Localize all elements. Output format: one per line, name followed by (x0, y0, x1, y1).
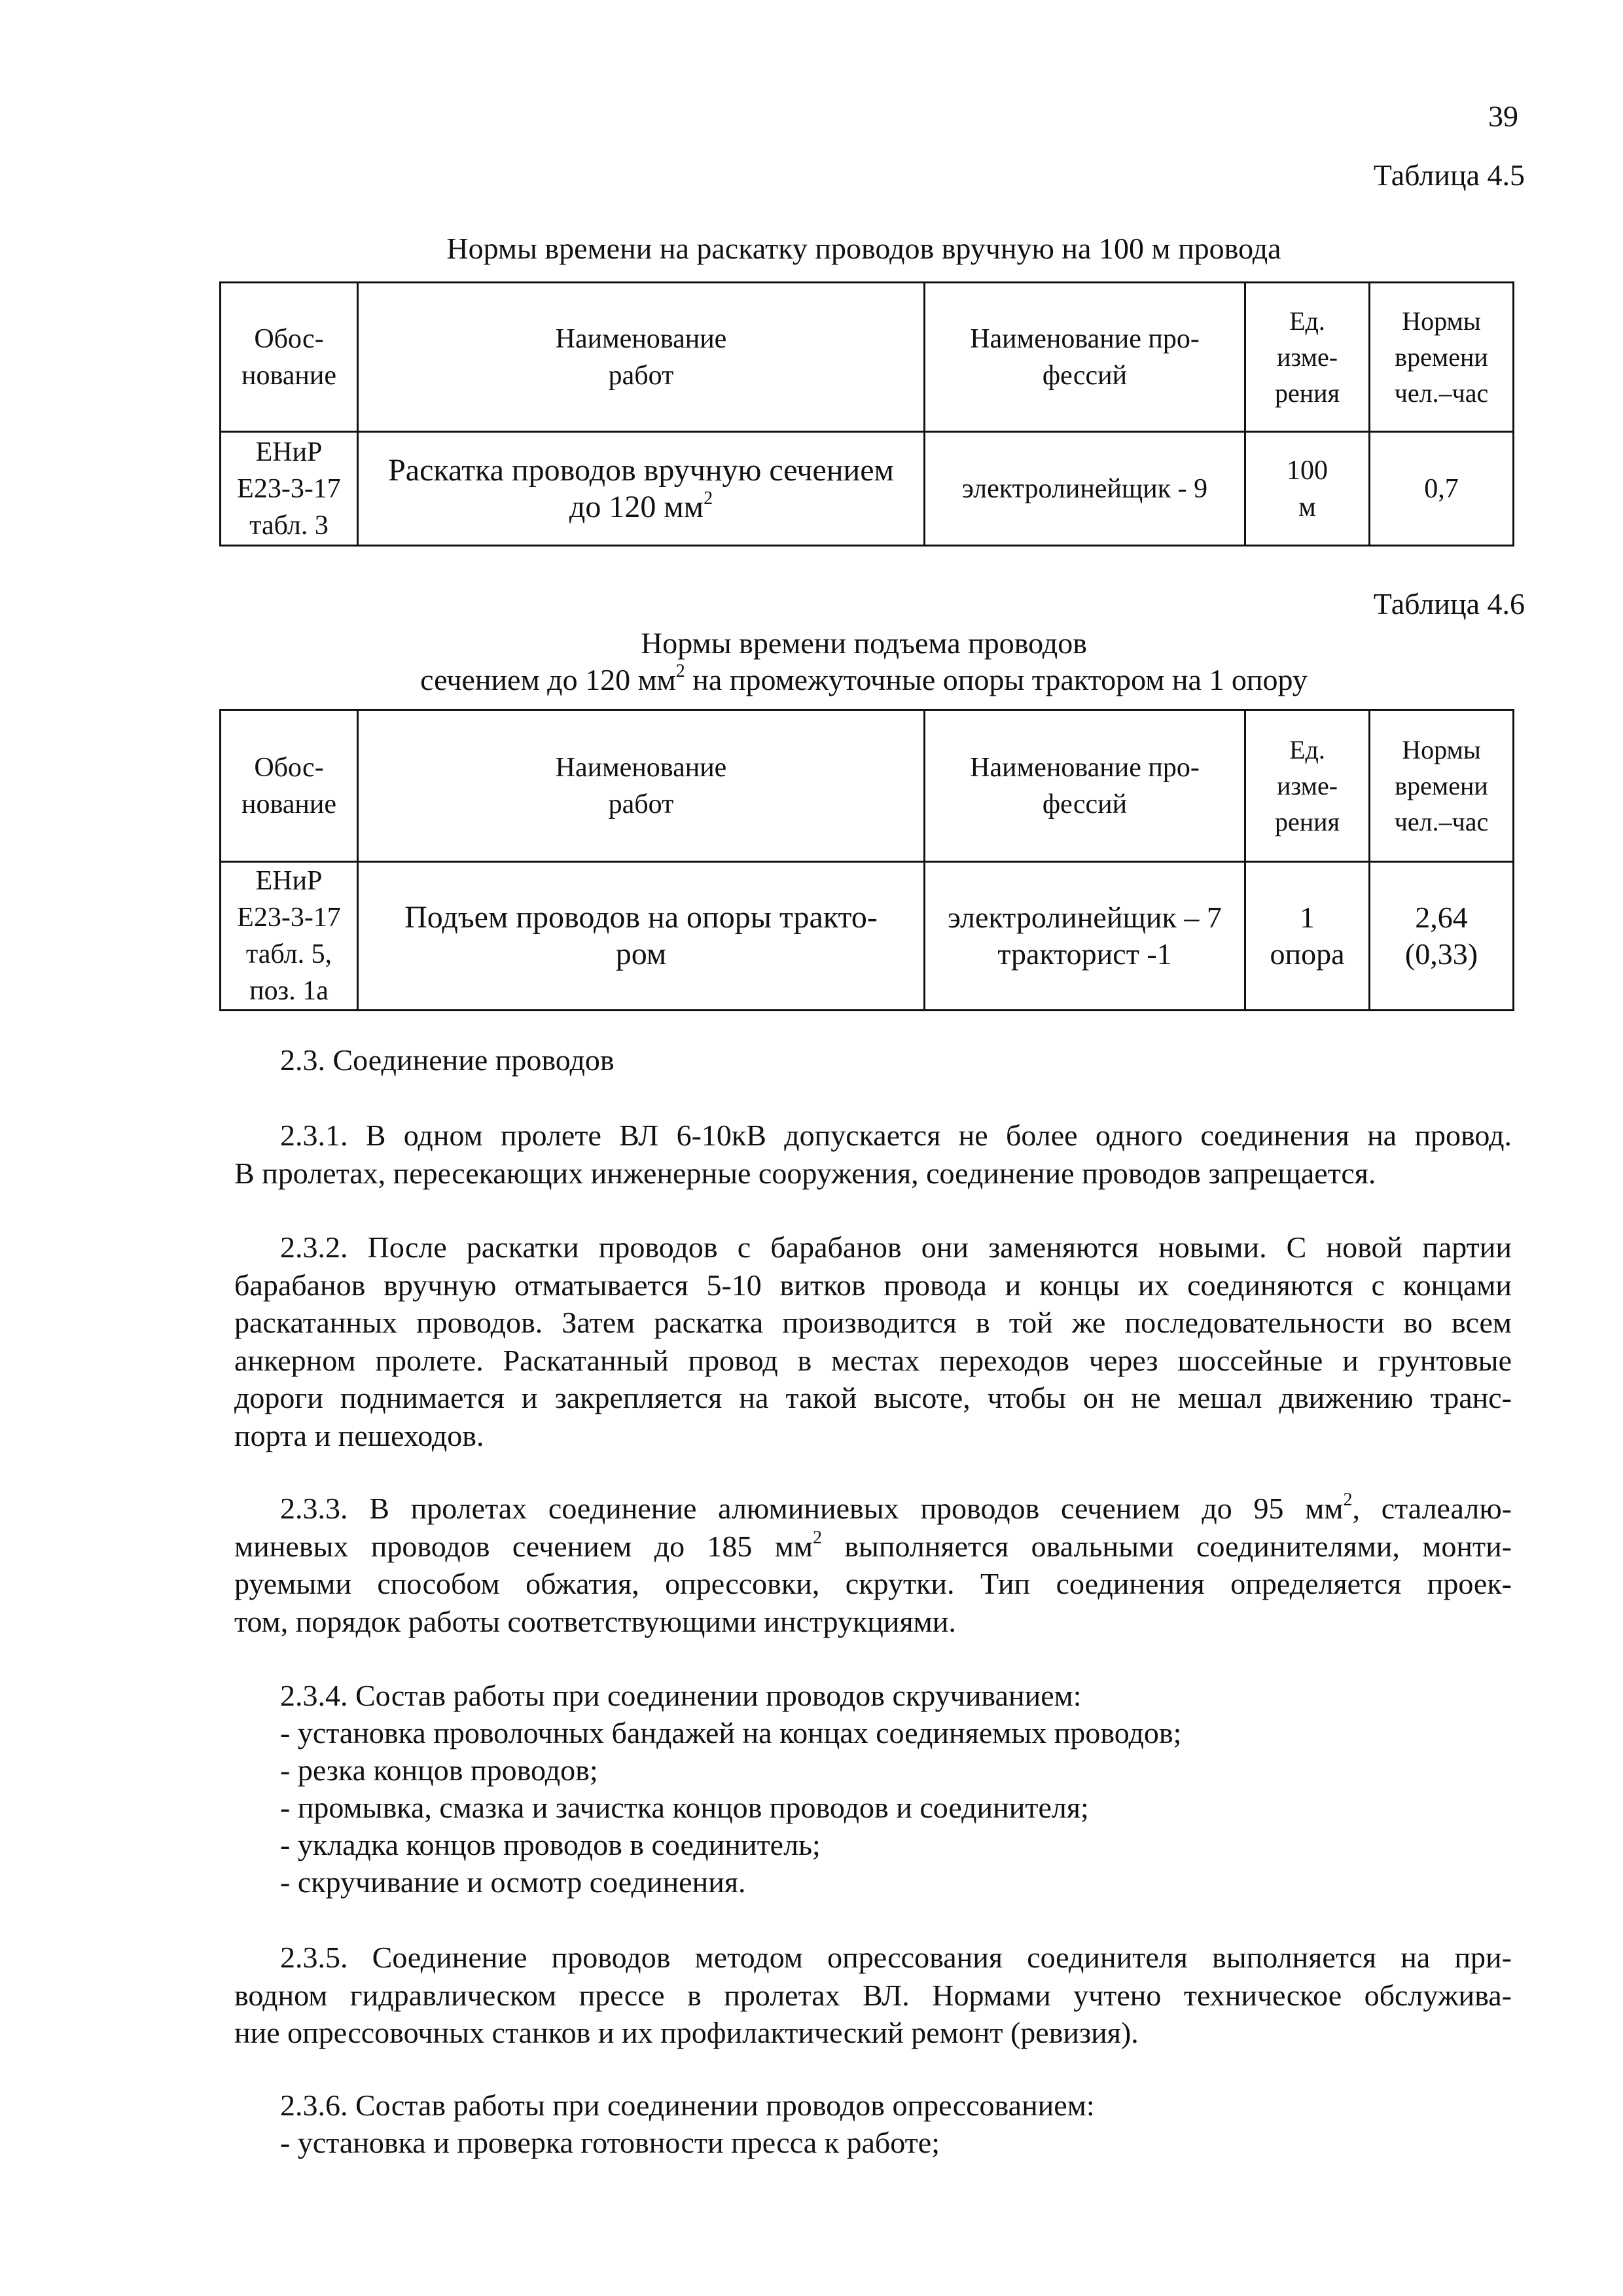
list-heading: 2.3.6. Состав работы при соединении проводов опрессованием: (280, 2089, 1095, 2122)
paragraph-2-3-3: 2.3.3. В пролетах соединение алюминиевых проводов сечением до 95 $мм^2$, сталеалю- миневых проводов сечением до 185 $мм^2$ выполняется овальными соединителями, монти- руемыми способом обжатия, опрессовки, скрутки. Тип соединения определяется проек- том, порядок работы соответствующими инструкциями. (234, 1490, 1512, 1638)
table-4-6-label: Таблица 4.6 (1373, 587, 1525, 620)
header-works: Наименование работ (358, 710, 925, 862)
header-profession: Наименование про- фессий (925, 283, 1245, 432)
table-4-6-title-line1: Нормы времени подъема проводов (641, 626, 1087, 660)
list-heading: 2.3.4. Состав работы при соединении проводов скручиванием: (280, 1679, 1082, 1712)
table-4-5-title-text: Нормы времени на раскатку проводов вручную на 100 м провода (446, 232, 1281, 265)
list-item: - скручивание и осмотр соединения. (280, 1865, 746, 1899)
cell-unit: 100 м (1245, 432, 1370, 546)
paragraph-2-3-5: 2.3.5. Соединение проводов методом опрессования соединителя выполняется на при- водном гидравлическом прессе в пролетах ВЛ. Нормами учтено техническое обслужива- ние опрессовочных станков и их профилактический ремонт (ревизия). (234, 1941, 1512, 2049)
table-header-row (221, 283, 1514, 432)
header-works: Наименование работ (358, 283, 925, 432)
list-item: - резка концов проводов; (280, 1753, 598, 1787)
header-unit: Ед. изме- рения (1245, 710, 1370, 862)
list-item: - укладка концов проводов в соединитель; (280, 1828, 821, 1861)
table-4-6 (219, 709, 1514, 1011)
list-item: - промывка, смазка и зачистка концов проводов и соединителя; (280, 1791, 1089, 1824)
cell-norm: 0,7 (1370, 432, 1514, 546)
table-4-5 (219, 281, 1514, 547)
cell-profession: электролинейщик – 7 тракторист -1 (925, 862, 1245, 1011)
paragraph-2-3-1: 2.3.1. В одном пролете ВЛ 6-10кВ допускается не более одного соединения на провод. В пролетах, пересекающих инженерные сооружения, соединение проводов запрещается. (234, 1119, 1512, 1190)
header-unit: Ед. изме- рения (1245, 283, 1370, 432)
header-basis: Обос- нование (221, 283, 358, 432)
list-item: - установка и проверка готовности пресса к работе; (280, 2126, 940, 2159)
table-row (221, 432, 1514, 546)
header-profession: Наименование про- фессий (925, 710, 1245, 862)
table-4-6-title (219, 625, 1508, 698)
cell-norm: 2,64 (0,33) (1370, 862, 1514, 1011)
header-norm: Нормы времени чел.–час (1370, 710, 1514, 862)
header-norm: Нормы времени чел.–час (1370, 283, 1514, 432)
paragraph-2-3-2: 2.3.2. После раскатки проводов с барабанов они заменяются новыми. С новой партии барабанов вручную отматывается 5-10 витков провода и концы их соединяются с концами раскатанных проводов. Затем раскатка производится в той же последовательности во всем анкерном пролете. Раскатанный провод в местах переходов через шоссейные и грунтовые дороги поднимается и закрепляется на такой высоте, чтобы он не мешал движению транс- порта и пешеходов. (234, 1230, 1512, 1452)
paragraph-2-3-6 (280, 2087, 1095, 2161)
cell-basis: ЕНиР Е23-3-17 табл. 5, поз. 1а (221, 862, 358, 1011)
cell-works: Раскатка проводов вручную сечением до 120 $мм^2$ (358, 432, 925, 546)
page-number: 39 (1488, 99, 1518, 133)
table-4-5-title (219, 230, 1508, 267)
paragraph-2-3-4 (280, 1677, 1181, 1901)
table-header-row (221, 710, 1514, 862)
section-heading: 2.3. Соединение проводов (280, 1043, 615, 1077)
table-4-5-label: Таблица 4.5 (1373, 158, 1525, 192)
table-4-6-title-line2: сечением до 120 $мм^2$ на промежуточные опоры трактором на 1 опору (420, 661, 1308, 696)
cell-works: Подъем проводов на опоры тракто- ром (358, 862, 925, 1011)
table-row (221, 862, 1514, 1011)
header-basis: Обос- нование (221, 710, 358, 862)
cell-basis: ЕНиР Е23-3-17 табл. 3 (221, 432, 358, 546)
cell-unit: 1 опора (1245, 862, 1370, 1011)
cell-profession: электролинейщик - 9 (925, 432, 1245, 546)
list-item: - установка проволочных бандажей на концах соединяемых проводов; (280, 1716, 1182, 1749)
